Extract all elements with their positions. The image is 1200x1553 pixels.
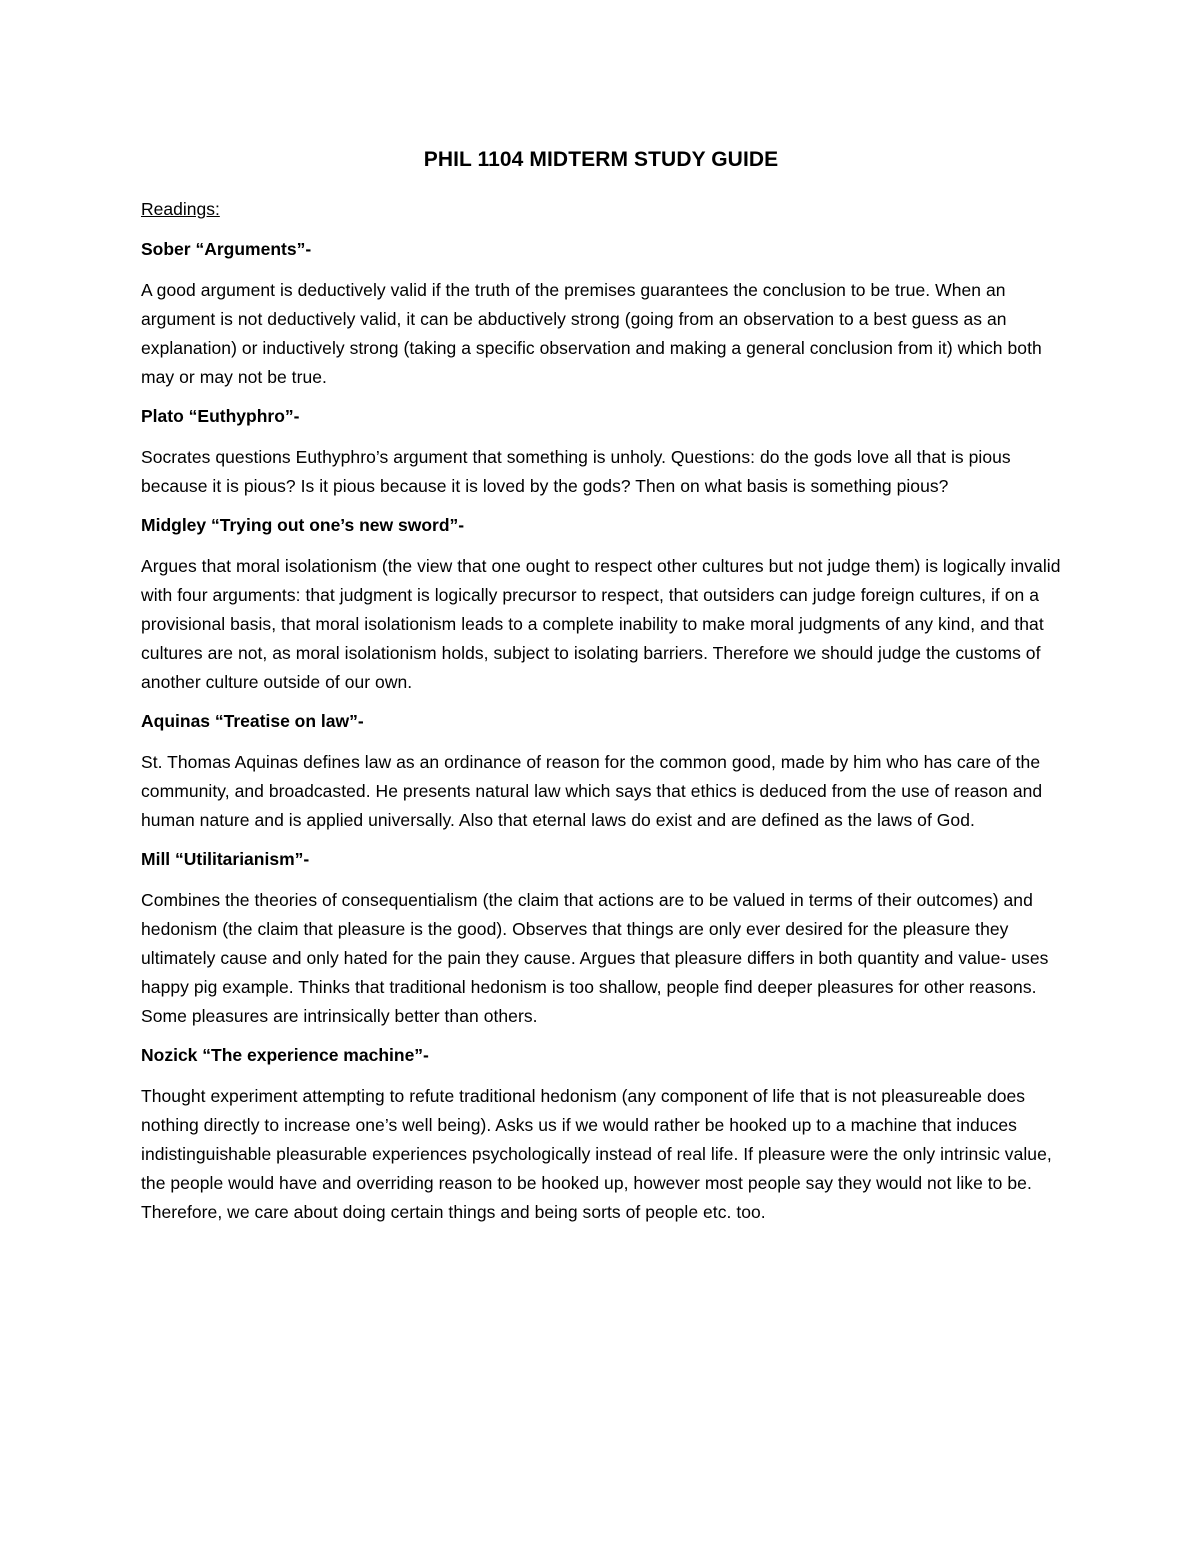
reading-summary: Argues that moral isolationism (the view that one ought to respect other cultures but not judge them) is logically invalid with four arguments: that judgment is logically precursor to respect, that outsiders can judge foreign cultures, if on a provisional basis, that moral isolationism leads to a complete inability to make moral judgments of any kind, and that cultures are not, as moral isolationism holds, subject to isolating barriers. Therefore we should judge the customs of another culture outside of our own. bbox=[141, 556, 1061, 692]
reading-mill bbox=[141, 846, 1061, 1031]
reading-summary: Combines the theories of consequentialism (the claim that actions are to be valued in terms of their outcomes) and hedonism (the claim that pleasure is the good). Observes that things are only ever desired for the pleasure they ultimately cause and only hated for the pain they cause. Argues that pleasure differs in both quantity and value- uses happy pig example. Thinks that traditional hedonism is too shallow, people find deeper pleasures for other reasons. Some pleasures are intrinsically better than others. bbox=[141, 890, 1049, 1026]
reading-nozick bbox=[141, 1042, 1061, 1227]
reading-sober bbox=[141, 236, 1061, 392]
document-content bbox=[141, 146, 1061, 1238]
reading-heading: Midgley “Trying out one’s new sword”- bbox=[141, 515, 465, 535]
reading-plato bbox=[141, 403, 1061, 501]
reading-summary: Thought experiment attempting to refute traditional hedonism (any component of life that is not pleasureable does nothing directly to increase one’s well being). Asks us if we would rather be hooked up to a machine that induces indistinguishable pleasurable experiences psychologically instead of real life. If pleasure were the only intrinsic value, the people would have and overriding reason to be hooked up, however most people say they would not like to be. Therefore, we care about doing certain things and being sorts of people etc. too. bbox=[141, 1086, 1052, 1222]
reading-summary: A good argument is deductively valid if the truth of the premises guarantees the conclusion to be true. When an argument is not deductively valid, it can be abductively strong (going from an observation to a best guess as an explanation) or inductively strong (taking a specific observation and making a general conclusion from it) which both may or may not be true. bbox=[141, 280, 1042, 387]
readings-section-label: Readings: bbox=[141, 199, 220, 219]
document-title: PHIL 1104 MIDTERM STUDY GUIDE bbox=[423, 148, 779, 171]
reading-aquinas bbox=[141, 708, 1061, 835]
reading-heading: Nozick “The experience machine”- bbox=[141, 1045, 429, 1065]
reading-heading: Plato “Euthyphro”- bbox=[141, 406, 300, 426]
reading-summary: Socrates questions Euthyphro’s argument that something is unholy. Questions: do the gods love all that is pious because it is pious? Is it pious because it is loved by the gods? Then on what basis is something pious? bbox=[141, 447, 1011, 496]
reading-summary: St. Thomas Aquinas defines law as an ordinance of reason for the common good, made by him who has care of the community, and broadcasted. He presents natural law which says that ethics is deduced from the use of reason and human nature and is applied universally. Also that eternal laws do exist and are defined as the laws of God. bbox=[141, 752, 1043, 830]
reading-midgley bbox=[141, 512, 1061, 697]
reading-heading: Sober “Arguments”- bbox=[141, 239, 312, 259]
reading-heading: Aquinas “Treatise on law”- bbox=[141, 711, 364, 731]
reading-heading: Mill “Utilitarianism”- bbox=[141, 849, 310, 869]
